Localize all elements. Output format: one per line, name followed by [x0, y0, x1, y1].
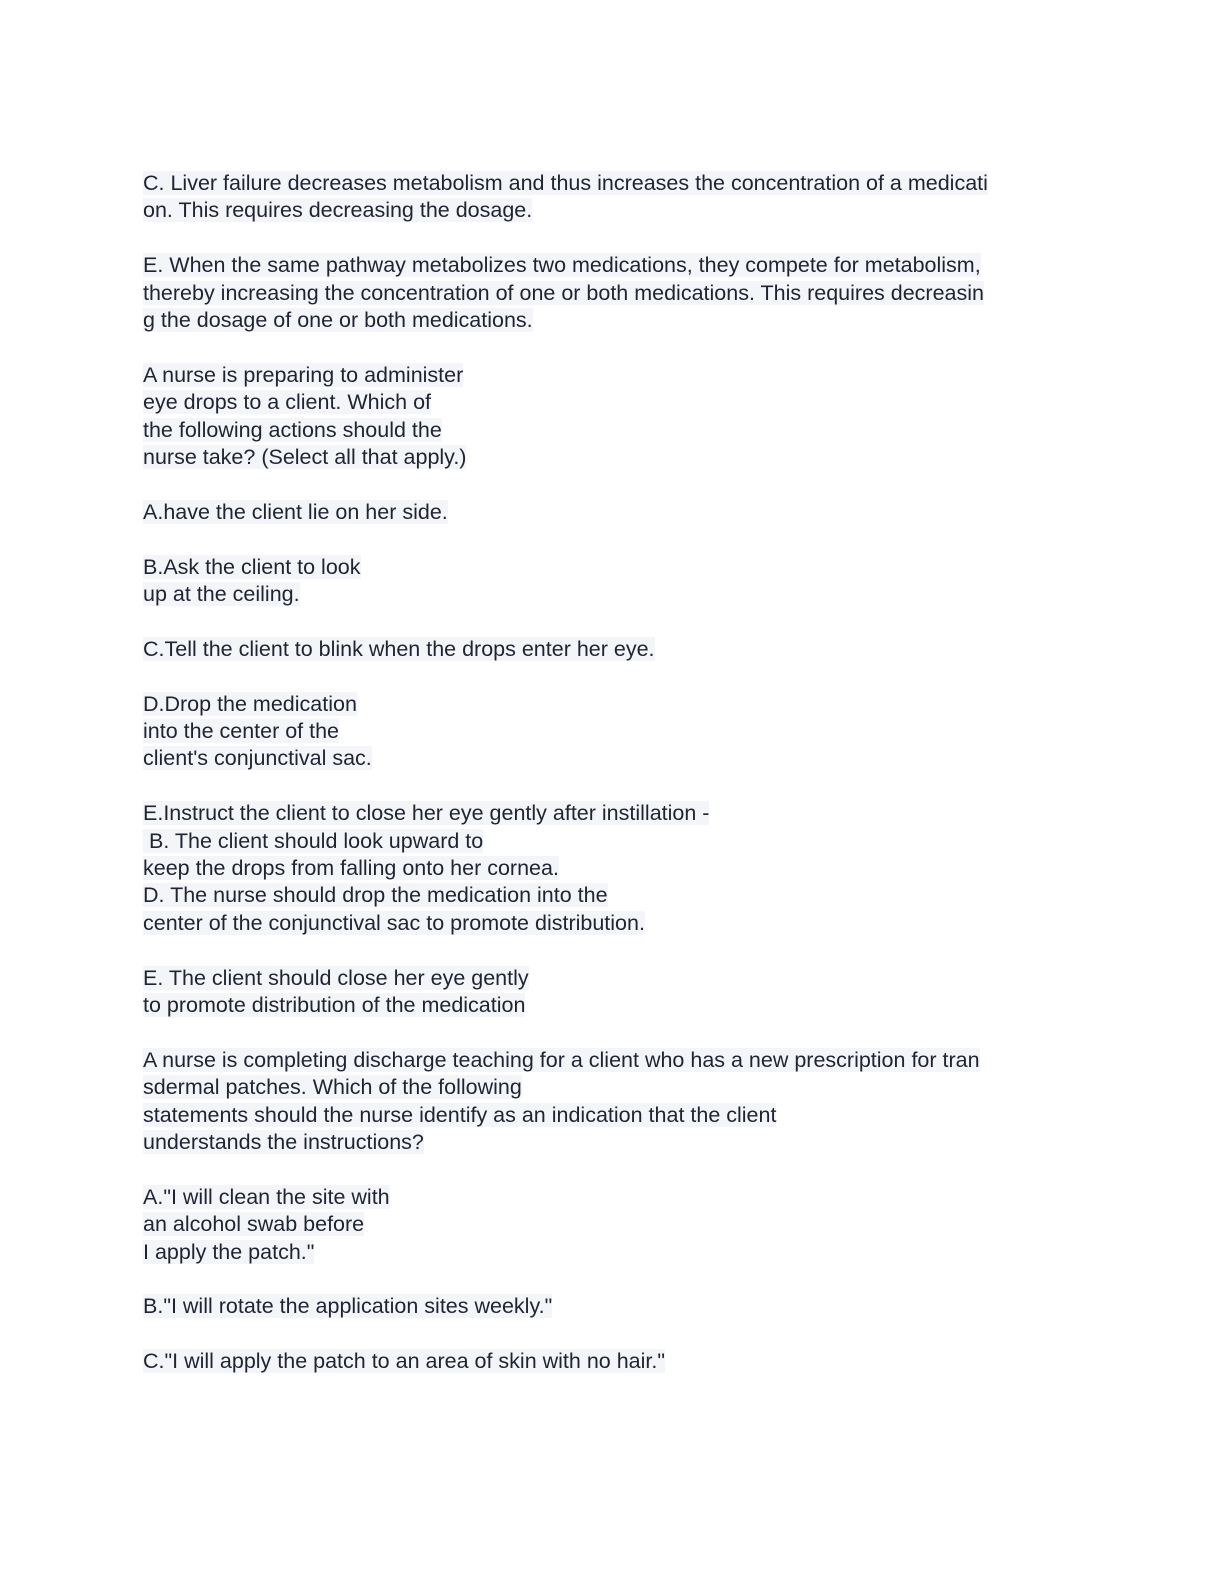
text-line: client's conjunctival sac. — [143, 746, 372, 771]
text-line: to promote distribution of the medication — [143, 993, 526, 1018]
text-line: statements should the nurse identify as an indication that the client — [143, 1102, 777, 1127]
text-line: D. The nurse should drop the medication into the — [143, 883, 608, 908]
question-eye-drops — [143, 362, 1083, 472]
answer-rationale-e — [143, 252, 1083, 334]
text-line: nurse take? (Select all that apply.) — [143, 445, 467, 470]
text-line: up at the ceiling. — [143, 582, 300, 607]
text-line: B.Ask the client to look — [143, 554, 361, 579]
option-c — [143, 636, 1083, 663]
text-line: E. The client should close her eye gently — [143, 965, 529, 990]
text-line: C.Tell the client to blink when the drops enter her eye. — [143, 636, 655, 661]
text-line: keep the drops from falling onto her cornea. — [143, 856, 559, 881]
text-line: A nurse is preparing to administer — [143, 362, 464, 387]
text-line: understands the instructions? — [143, 1130, 424, 1155]
option-a — [143, 499, 1083, 526]
text-line: on. This requires decreasing the dosage. — [143, 198, 533, 223]
text-line: B."I will rotate the application sites weekly." — [143, 1294, 553, 1319]
option-e-with-rationale — [143, 800, 1083, 937]
patch-option-b — [143, 1293, 1083, 1320]
text-line: g the dosage of one or both medications. — [143, 308, 533, 333]
text-line: A."I will clean the site with — [143, 1184, 390, 1209]
text-line: E.Instruct the client to close her eye gently after instillation - — [143, 801, 710, 826]
text-line: I apply the patch." — [143, 1239, 315, 1264]
text-line: C."I will apply the patch to an area of skin with no hair." — [143, 1349, 665, 1374]
text-line: A.have the client lie on her side. — [143, 499, 448, 524]
text-line: C. Liver failure decreases metabolism and thus increases the concentration of a medicati — [143, 171, 988, 195]
patch-option-a — [143, 1184, 1083, 1266]
question-transdermal-patches — [143, 1047, 1083, 1157]
text-line: thereby increasing the concentration of one or both medications. This requires decreasin — [143, 280, 984, 305]
patch-option-c — [143, 1348, 1083, 1375]
answer-rationale-c — [143, 170, 1083, 225]
text-line: sdermal patches. Which of the following — [143, 1075, 522, 1100]
text-line: the following actions should the — [143, 417, 442, 442]
option-d — [143, 691, 1083, 773]
text-line: B. The client should look upward to — [143, 828, 484, 853]
text-line: eye drops to a client. Which of — [143, 390, 432, 415]
text-line: center of the conjunctival sac to promote distribution. — [143, 910, 645, 935]
document-page — [143, 170, 1083, 1403]
text-line: an alcohol swab before — [143, 1212, 365, 1237]
text-line: D.Drop the medication — [143, 691, 357, 716]
text-line: into the center of the — [143, 719, 340, 744]
text-line: E. When the same pathway metabolizes two medications, they compete for metabolism, — [143, 253, 981, 278]
text-line: A nurse is completing discharge teaching for a client who has a new prescription for tran — [143, 1047, 980, 1072]
rationale-e — [143, 965, 1083, 1020]
option-b — [143, 554, 1083, 609]
